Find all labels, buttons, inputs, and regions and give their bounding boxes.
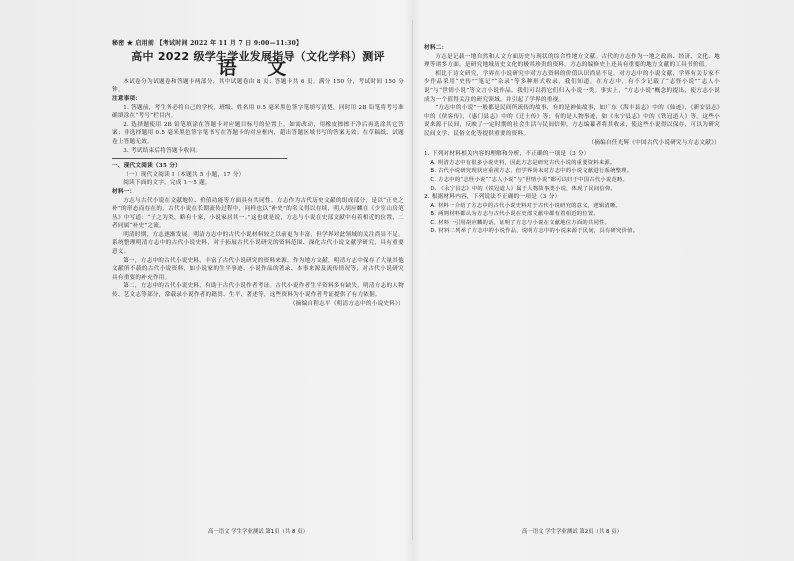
question-2-option-d: D. 材料二列举了方志中的小说作品，说明方志中的小说来源于民间，具有研究价值。 [430,228,639,235]
section-heading: 一、现代文阅读（35 分） [112,163,181,170]
note-1: 1. 答题前，考生务必将自己的学校、班级、姓名用 0.5 毫米黑色签字笔填写清楚，同时用 2B 铅笔将考号准确填涂在“考号”栏目内。 [112,104,404,120]
left-page [112,40,404,520]
exam-intro: 本试卷分为试题卷和答题卡两部分，其中试题卷由 8 页；答题卡共 6 页。满分 150 分，考试时间 150 分钟。 [112,78,404,94]
question-2: 2. 根据材料内容，下列说法不正确的一项是（3 分） [424,194,561,201]
material-1-paragraph: 第二，方志中的古代小说史料，有助于古代小说作者考证。古代小说作者生平资料多有缺失，明清方志的人物传、艺文志等部分，常载录小说作者的籍贯、生平、著述等，这些资料为小说作者考证提供了有力依据。 [112,283,404,299]
note-2: 2. 选择题使用 2B 铅笔填涂在答题卡对应题目标号的位置上，如需改动，用橡皮擦擦干净后再选涂其它答案；非选择题用 0.5 毫米黑色签字笔书写在答题卡的对应框内，超出答题区域书写的答案无效；在草稿纸、试题卷上答题无效。 [112,121,404,145]
material-2-label: 材料二： [424,45,448,51]
page-fold-shadow [404,0,422,561]
question-1-option-d: D. 《永宁县志》中的《铁冠道人》属于人物故事类小说，体现了民间信仰。 [430,185,617,192]
material-1-label: 材料一： [112,188,136,195]
section-rule [112,158,287,159]
question-1-option-a: A. 明清方志中有很多小说史料，因此方志是研究古代小说的重要资料来源。 [430,159,616,166]
material-2-source: （摘编自任光辉《中国古代小说研究与方志文献》） [588,139,720,146]
left-page-footer: 高一语文 学生学业测试 第1页（共 8 页） [208,529,308,535]
note-3: 3. 考试结束后将答题卡收回。 [123,147,202,154]
question-1-option-b: B. 古代小说研究现状应重视方志，但学界尚未对方志中的小说文献进行系统整理。 [430,168,633,175]
page-divider [412,20,413,540]
question-2-option-c: C. 材料一引用胡应麟的话，证明了方志与小说在文献地位方面的共同性。 [430,219,611,226]
subject-title: 语 文 [217,57,299,80]
material-2-paragraph: “方志中的小说”一般都是民间所流传的故事，有的是神仙故事，如广东《海丰县志》中的《仙迹》，《新安县志》中的《侠客传》，《惠门县志》中的《迁士传》等；有的是人物事迹，如《永宁县志》中的《铁冠道人》等。这些小说来源于民间，反映了一定时期的社会生活与民间信仰，方志编纂者将其收录，使这些小说得以保存，可以为研究民间文学、民俗文化等提供重要的资料。 [424,105,720,137]
material-1-paragraph: 明清时期，方志逐渐发展。明清方志中的古代小说材料较之以前更为丰富，但学界对此领域的关注尚显不足。系统整理明清方志中的古代小说史料，对于拓展古代小说研究的资料范围、深化古代小说文献学研究，具有重要意义。 [112,231,404,256]
material-2-paragraph: 方志是记载一地自然和人文方面历史与现状的综合性地方文献。古代的方志作为一地之政治、经济、文化、地理等诸多方面，是研究地域历史文化的极其珍贵的资料。方志的编修史上还具有重要的地方文献的工具书价值。 [424,53,720,69]
material-1-paragraph: 方志与古代小说在文献地位、价值功能等方面具有共同性。方志作为古代历史文献的组成部分，是以“正史之补”的形态而存在的，古代小说在长期流传过程中，同样也以“补史”的名义得以存续，明人胡应麟在《少室山房笔丛》中写道：“子之为类，略有十家，小说家居其一。”这也就是说，方志与小说在史部文献中有着相近的位置，二者同属“补史”之流。 [112,197,404,230]
reading-instruction: 阅读下面的文字，完成 1～5 题。 [123,180,211,187]
material-1-source: （摘编自程志平《明清方志中的小说史料》） [289,300,404,307]
material-2-paragraph: 相比于诗文研究，学界在小说研究中对方志资料的价值认识尚显不足。对方志中的小说文献，学界有关专家不少作品采用“史传”“笔记”“杂录”等多种形式收录，我们知道，在方志中，有不少记载了“志怪小说”“志人小说”与“世情小说”等文言小说作品。我们可以将它们归入小说一类。事实上，“方志小说”概念的提出，使方志小说成为一个值得关注的研究领域，并引起了学界的重视。 [424,70,720,103]
material-1-paragraph: 第一，方志中的古代小说史料，丰富了古代小说研究的资料来源。作为地方文献，明清方志中保存了大量其他文献所不载的古代小说资料，如小说家的生平事迹、小说作品的著录、本事来源及流传情况等，对古代小说研究具有重要的补充作用。 [112,257,404,281]
right-page-footer: 高一语文 学生学业测试 第2页（共 8 页） [522,529,622,535]
question-2-option-a: A. 材料一介绍了方志中的古代小说史料对于古代小说研究的意义，逻辑清晰。 [430,202,622,209]
secret-line: 秘密 ★ 启用前 【考试时间 2022 年 11 月 7 日 9:00—11:30】 [112,40,303,47]
question-1: 1. 下列对材料相关内容的理解和分析，不正确的一项是（3 分） [424,151,590,158]
question-2-option-b: B. 两则材料都认为方志与古代小说在史部文献中都有着相近的位置。 [430,211,599,218]
right-page [424,44,720,524]
notes-title: 注意事项： [112,95,142,102]
subsection-heading: （一）现代文阅读 I（本题共 5 小题，17 分） [123,171,245,178]
exam-title: 高中 2022 级学生学业发展指导（文化学科）测评 [131,49,385,63]
question-1-option-c: C. 方志中的“志怪小说”“志人小说”与“世情小说”都可以归于中国古代小说范畴。 [430,176,629,183]
